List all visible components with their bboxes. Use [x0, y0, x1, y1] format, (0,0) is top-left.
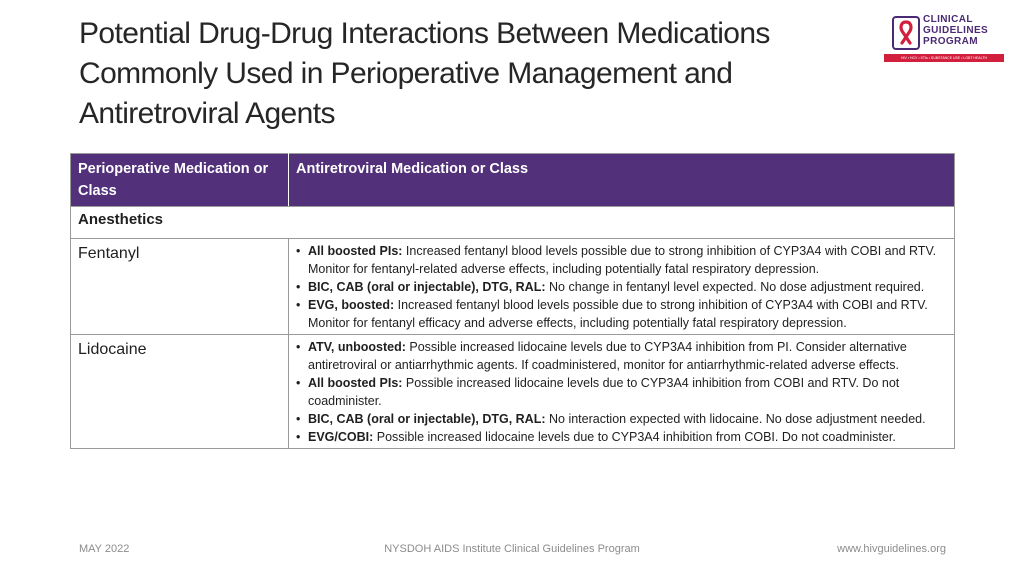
list-item: • ATV, unboosted: Possible increased lidocaine levels due to CYP3A4 inhibition from PI. Consider alternative antiretroviral or antiarrhythmic agents. If coadministered, monitor for antiarrhythmic-related adverse effects. [295, 338, 946, 374]
list-item: • All boosted PIs: Increased fentanyl blood levels possible due to strong inhibition of CYP3A4 with COBI and RTV. Monitor for fentanyl-related adverse effects, including potentially fatal respiratory depression. [295, 242, 946, 278]
list-item: • BIC, CAB (oral or injectable), DTG, RAL: No change in fentanyl level expected. No dose adjustment required. [295, 278, 946, 296]
section-row [71, 207, 955, 239]
interaction-notes [289, 239, 955, 335]
header-perioperative-medication: Perioperative Medication or Class [71, 154, 289, 207]
medication-name: Fentanyl [71, 239, 289, 335]
page-title: Potential Drug-Drug Interactions Between Medications Commonly Used in Perioperative Management and Antiretroviral Agents [79, 17, 770, 130]
footer-program: NYSDOH AIDS Institute Clinical Guidelines Program [384, 543, 640, 555]
table-row [71, 239, 955, 335]
section-anesthetics: Anesthetics [71, 207, 955, 239]
list-item: • BIC, CAB (oral or injectable), DTG, RAL: No interaction expected with lidocaine. No dose adjustment needed. [295, 410, 946, 428]
logo-text: CLINICAL GUIDELINES PROGRAM [923, 14, 989, 47]
list-item: • EVG, boosted: Increased fentanyl blood levels possible due to strong inhibition of CYP3A4 with COBI and RTV. Monitor for fentanyl efficacy and adverse effects, including potentially fatal respiratory depression. [295, 296, 946, 332]
interactions-table [70, 153, 955, 449]
list-item: • EVG/COBI: Possible increased lidocaine levels due to CYP3A4 inhibition from COBI. Do not coadminister. [295, 428, 946, 446]
list-item: • All boosted PIs: Possible increased lidocaine levels due to CYP3A4 inhibition from COBI and RTV. Do not coadminister. [295, 374, 946, 410]
clinical-guidelines-program-logo [884, 14, 1004, 64]
interaction-notes [289, 335, 955, 449]
footer-date: MAY 2022 [79, 543, 130, 555]
footer-website: www.hivguidelines.org [837, 543, 946, 555]
logo-strip: HIV • HCV • STIs • SUBSTANCE USE • LGBT HEALTH [884, 54, 1004, 62]
header-antiretroviral-medication: Antiretroviral Medication or Class [289, 154, 955, 207]
medication-name: Lidocaine [71, 335, 289, 449]
red-ribbon-icon [892, 16, 920, 50]
table-row [71, 335, 955, 449]
